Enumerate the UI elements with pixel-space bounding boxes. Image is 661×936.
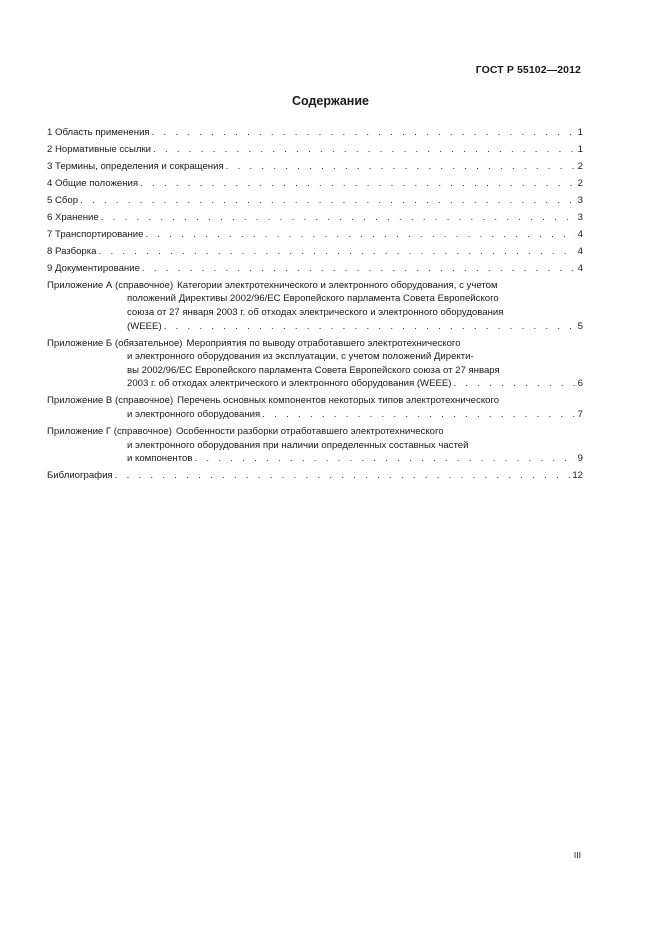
appendix-title-line: 2003 г. об отходах электрического и электронного оборудования (WEEE) (127, 378, 452, 390)
appendix-title-line: Мероприятия по выводу отработавшего электротехнического (186, 337, 461, 349)
leader-dots (99, 245, 576, 259)
toc-appendix-a[interactable] (47, 279, 583, 333)
toc-item-label: 5 Сбор (47, 194, 79, 206)
toc-item-1[interactable] (47, 126, 583, 140)
toc-item-page: 2 (577, 160, 583, 172)
toc-appendix-b[interactable] (47, 337, 583, 391)
toc-item-8[interactable] (47, 245, 583, 259)
toc-item-bibliography[interactable] (47, 469, 583, 483)
toc-appendix-v[interactable] (47, 394, 583, 421)
toc-item-page: 9 (577, 453, 583, 465)
toc-item-page: 3 (577, 194, 583, 206)
appendix-title-line: и электронного оборудования (127, 408, 261, 420)
leader-dots (140, 177, 576, 191)
toc-item-page: 1 (577, 127, 583, 138)
appendix-title-line: и электронного оборудования при наличии определенных составных частей (127, 439, 469, 451)
leader-dots (101, 211, 576, 225)
toc-item-page: 5 (577, 320, 583, 332)
document-code: ГОСТ Р 55102—2012 (475, 64, 581, 76)
toc-appendix-g[interactable] (47, 425, 583, 466)
appendix-title-line: Особенности разборки отработавшего электротехнического (175, 425, 444, 437)
toc-item-page: 4 (577, 228, 583, 240)
toc-item-label: Библиография (47, 470, 113, 482)
leader-dots (80, 194, 576, 208)
leader-dots (226, 160, 576, 174)
toc-item-page: 1 (577, 143, 583, 155)
toc-item-page: 12 (572, 470, 583, 482)
toc-item-page: 4 (577, 262, 583, 274)
appendix-title-line: Перечень основных компонентов некоторых типов электротехнического (177, 395, 500, 407)
appendix-title-line: вы 2002/96/ЕС Европейского парламента Совета Европейского союза от 27 января (127, 364, 500, 376)
leader-dots (153, 143, 576, 157)
toc-item-label: 2 Нормативные ссылки (47, 143, 152, 155)
toc-item-page: 2 (577, 177, 583, 189)
toc-item-label: 6 Хранение (47, 211, 99, 223)
appendix-title-line: положений Директивы 2002/96/ЕС Европейского парламента Совета Европейского (127, 293, 499, 305)
toc-item-2[interactable] (47, 143, 583, 157)
toc-item-label: 9 Документирование (47, 262, 140, 274)
toc-item-4[interactable] (47, 177, 583, 191)
appendix-title-line: Категории электротехнического и электронного оборудования, с учетом (177, 279, 498, 291)
appendix-prefix: Приложение В (справочное) (47, 395, 174, 407)
appendix-title-line: и компонентов (127, 453, 193, 465)
toc-item-3[interactable] (47, 160, 583, 174)
leader-dots (146, 228, 576, 242)
toc-item-6[interactable] (47, 211, 583, 225)
appendix-title-line: (WEEE) (127, 320, 162, 332)
toc-item-page: 3 (577, 211, 583, 223)
toc-item-label: 8 Разборка (47, 245, 97, 257)
leader-dots (115, 469, 571, 483)
appendix-prefix: Приложение Б (обязательное) (47, 337, 183, 349)
toc-item-label: 4 Общие положения (47, 177, 139, 189)
table-of-contents (47, 126, 583, 486)
leader-dots (164, 320, 576, 334)
page-number: III (573, 850, 581, 860)
appendix-prefix: Приложение А (справочное) (47, 279, 174, 291)
toc-item-page: 4 (577, 245, 583, 257)
toc-title: Содержание (291, 94, 369, 108)
leader-dots (262, 408, 575, 422)
toc-item-label: 1 Область применения (47, 127, 150, 138)
leader-dots (194, 452, 575, 466)
appendix-prefix: Приложение Г (справочное) (47, 425, 172, 437)
toc-item-7[interactable] (47, 228, 583, 242)
leader-dots (454, 377, 576, 391)
toc-item-page: 6 (577, 378, 583, 390)
toc-item-9[interactable] (47, 262, 583, 276)
toc-item-label: 3 Термины, определения и сокращения (47, 160, 224, 172)
appendix-title-line: и электронного оборудования из эксплуатации, с учетом положений Директи- (127, 351, 474, 363)
leader-dots (142, 262, 576, 276)
appendix-title-line: союза от 27 января 2003 г. об отходах электрического и электронного оборудования (127, 307, 504, 319)
toc-item-label: 7 Транспортирование (47, 228, 144, 240)
toc-item-5[interactable] (47, 194, 583, 208)
toc-item-page: 7 (577, 408, 583, 420)
leader-dots (152, 126, 576, 140)
